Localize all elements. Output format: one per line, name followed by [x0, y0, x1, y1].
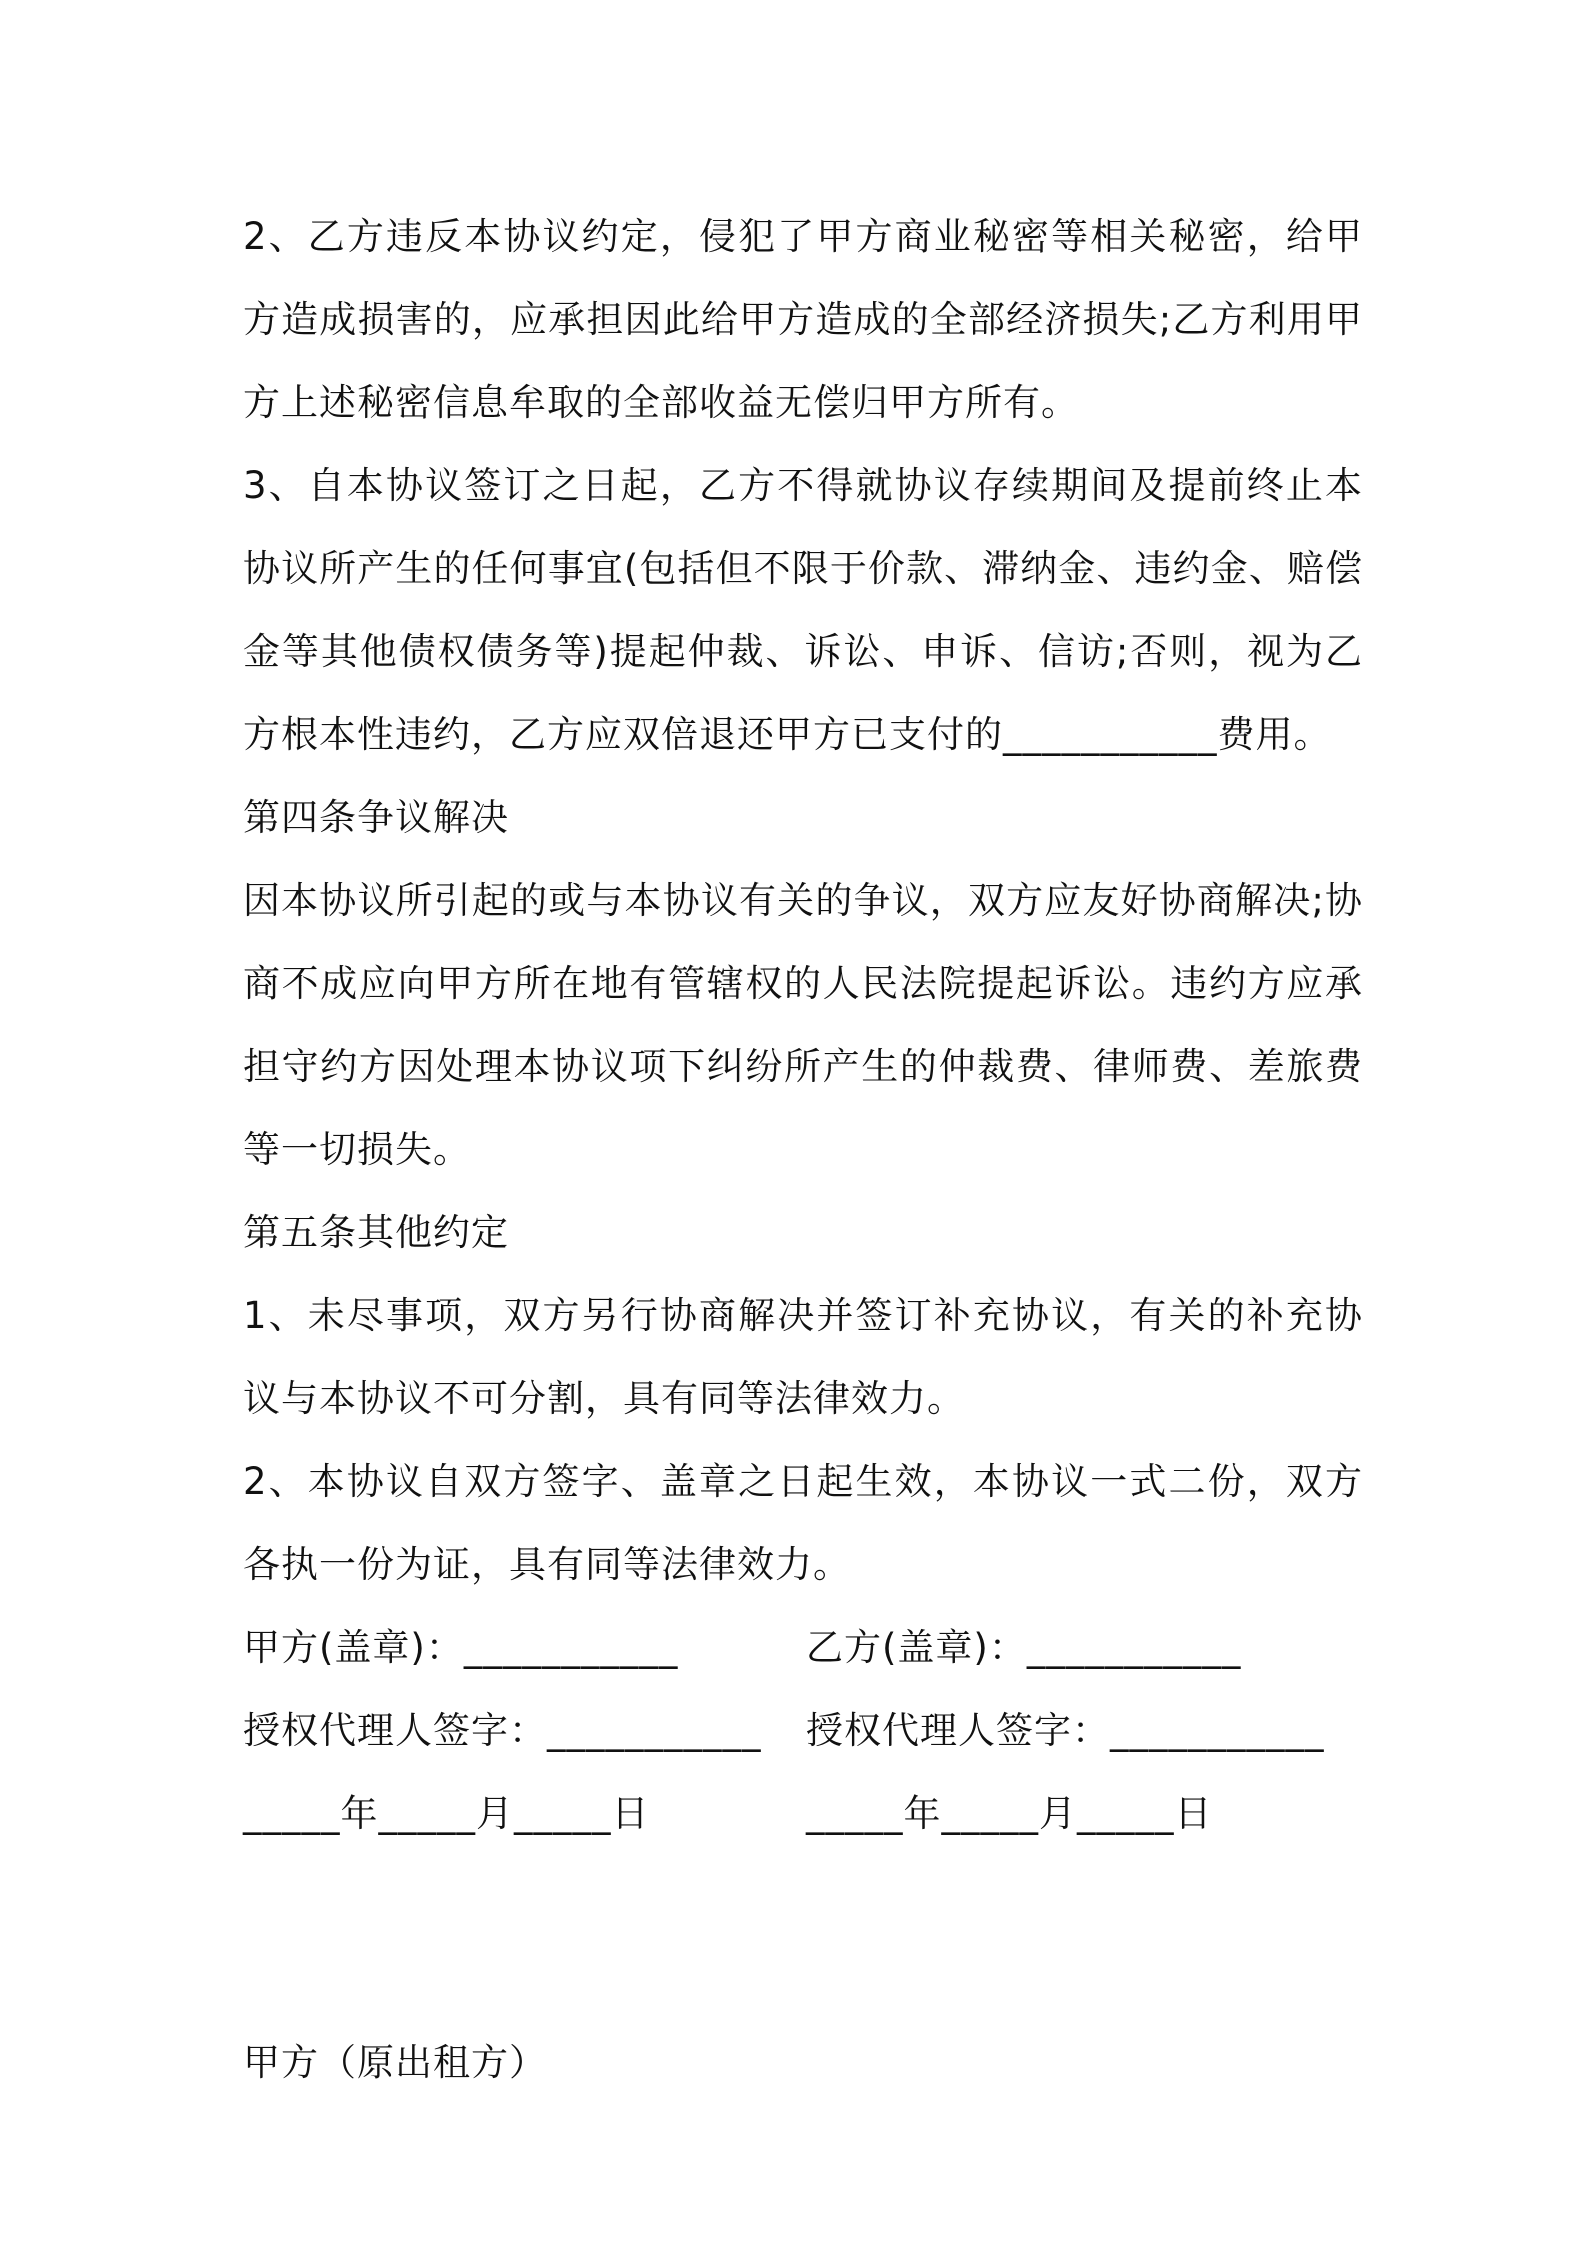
party-b-seal-field: 乙方(盖章)：___________ [806, 1626, 1242, 1669]
article-4-body: 因本协议所引起的或与本协议有关的争议，双方应友好协商解决;协商不成应向甲方所在地有管辖权的人民法院提起诉讼。违约方应承担守约方因处理本协议项下纠纷所产生的仲裁费、律师费、差旅费等一切损失。 [243, 879, 1363, 1171]
document-body [243, 195, 1363, 2104]
signature-row-seal [243, 1606, 1363, 1689]
party-a-seal-field: 甲方(盖章)：___________ [243, 1626, 679, 1669]
spacer [243, 1938, 1363, 2021]
clause-3-paragraph: 3、自本协议签订之日起，乙方不得就协议存续期间及提前终止本协议所产生的任何事宜(包括但不限于价款、滞纳金、违约金、赔偿金等其他债权债务等)提起仲裁、诉讼、申诉、信访;否则，视为乙方根本性违约，乙方应双倍退还甲方已支付的___________费用。 [243, 464, 1363, 756]
spacer [243, 1855, 1363, 1938]
article-5-item-1: 1、未尽事项，双方另行协商解决并签订补充协议，有关的补充协议与本协议不可分割，具有同等法律效力。 [243, 1294, 1363, 1420]
party-b-date-field: _____年_____月_____日 [806, 1792, 1213, 1835]
signature-row-agent [243, 1689, 1363, 1772]
article-5-item-2: 2、本协议自双方签字、盖章之日起生效，本协议一式二份，双方各执一份为证，具有同等法律效力。 [243, 1460, 1363, 1586]
article-5-title: 第五条其他约定 [243, 1211, 509, 1254]
party-a-lessor-label: 甲方（原出租方） [243, 2041, 547, 2084]
party-a-date-field: _____年_____月_____日 [243, 1792, 650, 1835]
clause-2-paragraph: 2、乙方违反本协议约定，侵犯了甲方商业秘密等相关秘密，给甲方造成损害的，应承担因此给甲方造成的全部经济损失;乙方利用甲方上述秘密信息牟取的全部收益无偿归甲方所有。 [243, 215, 1363, 424]
party-b-agent-field: 授权代理人签字：___________ [806, 1709, 1325, 1752]
article-4-title: 第四条争议解决 [243, 796, 509, 839]
signature-row-date [243, 1772, 1363, 1855]
party-a-agent-field: 授权代理人签字：___________ [243, 1709, 762, 1752]
